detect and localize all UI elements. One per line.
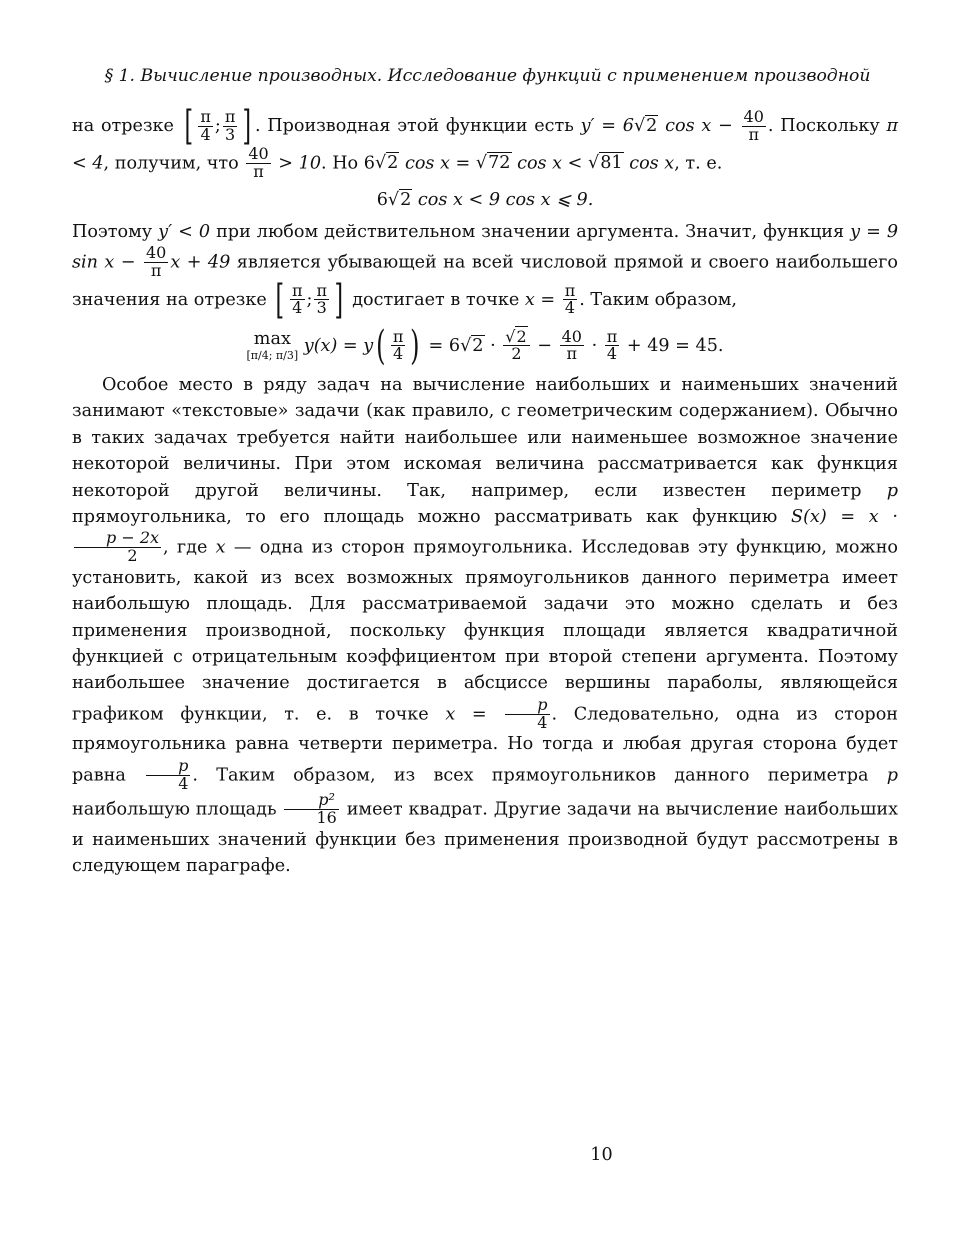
paragraph-1: на отрезке [ $\frac{\pi}{4}$ ; $\frac{\pi}{3}$ ] . Производная этой функции есть y′ = 6√2 cos x − $\frac{40}{\pi}$ . Поскольку π < 4, получим, что $\frac{40}{\pi}$ > 10. Но 6√2 cos x = √72 cos x < √81 cos x, т. е. <box>72 103 899 181</box>
page-number: 10 <box>590 1145 613 1165</box>
paragraph-2: Поэтому y′ < 0 при любом действительном значении аргумента. Значит, функция y = 9 sin x − $\frac{40}{\pi}$ x + 49 является убывающей на всей числовой прямой и своего наибольшего значения на отрезке [ $\frac{\pi}{4}$ ; $\frac{\pi}{3}$ ] достигает в точке x = $\frac{\pi}{4}$ . Таким образом, <box>72 221 899 323</box>
display-inequality: 6√2 cos x < 9 cos x ⩽ 9. <box>376 189 594 210</box>
page-content <box>72 103 899 880</box>
paragraph-3: Особое место в ряду задач на вычисление наибольших и наименьших значений занимают «текстовые» задачи (как правило, с геометрическим содержанием). Обычно в таких задачах требуется найти наибольшее или наименьшее возможное значение некоторой величины. При этом искомая величина рассматривается как функция некоторой другой величины. Так, например, если известен периметр p прямоугольника, то его площадь можно рассматривать как функцию S(x) = x · $\frac{p - 2x}{2}$ , где x — одна из сторон прямоугольника. Исследовав эту функцию, можно установить, какой из всех возможных прямоугольников данного периметра имеет наибольшую площадь. Для рассматриваемой задачи это можно сделать и без применения производной, поскольку функция площади является квадратичной функцией с отрицательным коэффициентом при второй степени аргумента. Поэтому наибольшее значение достигается в абсциссе вершины параболы, являющейся графиком функции, т. е. в точке x = $\frac{p}{4}$ . Следовательно, одна из сторон прямоугольника равна четверти периметра. Но тогда и любая другая сторона будет равна $\frac{p}{4}$ . Таким образом, из всех прямоугольников данного периметра p наибольшую площадь $\frac{\text{p²}}{16}$ имеет квадрат. Другие задачи на вычисление наибольших и наименьших значений функции без применения производной будут рассмотрены в следующем параграфе. <box>72 374 899 877</box>
sqrt: √2 <box>633 116 658 136</box>
running-header: § 1. Вычисление производных. Исследование функций с применением производной <box>104 66 871 86</box>
max-operator: max [π/4; π/3] <box>246 329 299 362</box>
display-max-formula: max [π/4; π/3] y(x) = y( $\frac{\pi}{4}$ ) = 6√2 · $\frac{√2}{2}$ − $\frac{40}{\pi}$ · $\frac{\pi}{4}$ + 49 = 45. <box>246 322 724 369</box>
